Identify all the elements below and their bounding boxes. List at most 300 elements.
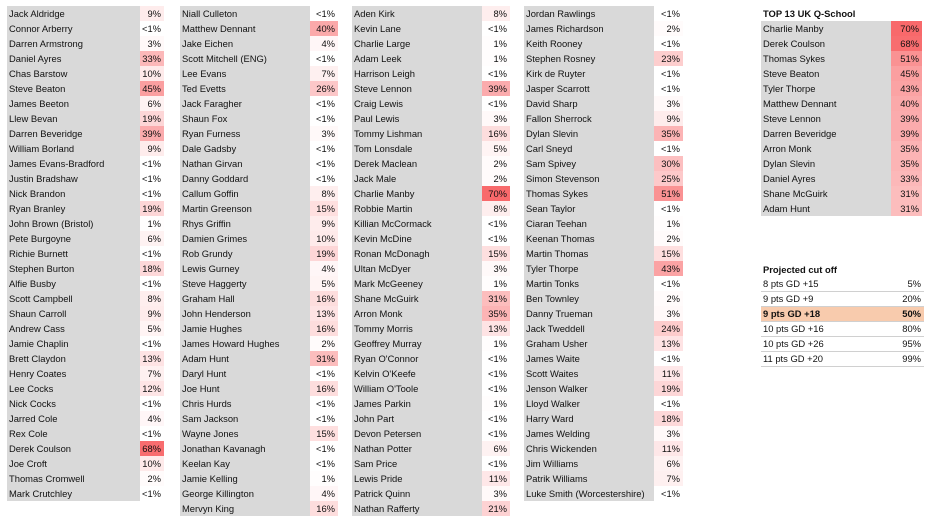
player-name: Mark McGeeney bbox=[352, 276, 482, 291]
player-name: Derek Coulson bbox=[7, 441, 140, 456]
player-name: Patrik Williams bbox=[524, 471, 654, 486]
table-row bbox=[524, 471, 683, 486]
table-row bbox=[180, 111, 338, 126]
table-row bbox=[524, 276, 683, 291]
cutoff-rows bbox=[761, 277, 924, 367]
probability-cell: 19% bbox=[140, 111, 164, 126]
player-name: James Waite bbox=[524, 351, 654, 366]
table-row bbox=[352, 321, 510, 336]
probability-cell: <1% bbox=[660, 278, 680, 289]
cutoff-row bbox=[761, 352, 924, 367]
table-row bbox=[352, 336, 510, 351]
table-row bbox=[524, 291, 683, 306]
player-name: Nathan Potter bbox=[352, 441, 482, 456]
player-name: Harry Ward bbox=[524, 411, 654, 426]
table-row bbox=[352, 141, 510, 156]
player-name: Stephen Burton bbox=[7, 261, 140, 276]
player-name: Ronan McDonagh bbox=[352, 246, 482, 261]
probability-cell: <1% bbox=[315, 398, 335, 409]
table-row bbox=[352, 36, 510, 51]
player-name: Joe Hunt bbox=[180, 381, 310, 396]
player-name: Chris Wickenden bbox=[524, 441, 654, 456]
player-name: Carl Sneyd bbox=[524, 141, 654, 156]
cutoff-probability: 95% bbox=[891, 337, 924, 352]
table-row bbox=[524, 96, 683, 111]
probability-cell: <1% bbox=[660, 203, 680, 214]
probability-cell: 16% bbox=[310, 291, 338, 306]
probability-cell: 2% bbox=[140, 471, 164, 486]
player-name: Scott Campbell bbox=[7, 291, 140, 306]
table-row bbox=[180, 186, 338, 201]
player-column-3 bbox=[352, 6, 510, 516]
probability-cell: 8% bbox=[482, 6, 510, 21]
probability-cell: <1% bbox=[487, 233, 507, 244]
player-name: Jonathan Kavanagh bbox=[180, 441, 310, 456]
probability-cell: 2% bbox=[310, 336, 338, 351]
probability-cell: 13% bbox=[140, 351, 164, 366]
player-name: Stephen Rosney bbox=[524, 51, 654, 66]
cutoff-row bbox=[761, 322, 924, 337]
top13-rows bbox=[761, 21, 922, 216]
table-row bbox=[7, 246, 164, 261]
player-name: Wayne Jones bbox=[180, 426, 310, 441]
probability-cell: 11% bbox=[654, 366, 683, 381]
probability-cell: <1% bbox=[315, 53, 335, 64]
player-name: Simon Stevenson bbox=[524, 171, 654, 186]
player-name: Keenan Thomas bbox=[524, 231, 654, 246]
table-row bbox=[180, 156, 338, 171]
table-row bbox=[352, 351, 510, 366]
player-name: Keith Rooney bbox=[524, 36, 654, 51]
probability-cell: 8% bbox=[140, 291, 164, 306]
player-name: Chris Hurds bbox=[180, 396, 310, 411]
player-name: Danny Goddard bbox=[180, 171, 310, 186]
probability-cell: 1% bbox=[482, 396, 510, 411]
probability-cell: <1% bbox=[315, 158, 335, 169]
player-name: Martin Thomas bbox=[524, 246, 654, 261]
probability-cell: 35% bbox=[891, 141, 922, 156]
probability-cell: 1% bbox=[482, 51, 510, 66]
probability-cell: 12% bbox=[140, 381, 164, 396]
player-name: Harrison Leigh bbox=[352, 66, 482, 81]
player-name: Craig Lewis bbox=[352, 96, 482, 111]
probability-cell: 9% bbox=[140, 306, 164, 321]
probability-cell: 11% bbox=[482, 471, 510, 486]
probability-cell: <1% bbox=[660, 143, 680, 154]
probability-cell: <1% bbox=[141, 338, 161, 349]
table-row bbox=[524, 381, 683, 396]
table-row bbox=[524, 246, 683, 261]
player-name: William O'Toole bbox=[352, 381, 482, 396]
player-name: Killian McCormack bbox=[352, 216, 482, 231]
probability-cell: 13% bbox=[482, 321, 510, 336]
probability-cell: 2% bbox=[654, 291, 683, 306]
probability-cell: 3% bbox=[482, 486, 510, 501]
player-column-4 bbox=[524, 6, 683, 501]
table-row bbox=[761, 201, 922, 216]
probability-cell: 51% bbox=[654, 186, 683, 201]
table-row bbox=[524, 21, 683, 36]
player-name: Ryan Furness bbox=[180, 126, 310, 141]
table-row bbox=[352, 201, 510, 216]
player-name: Shane McGuirk bbox=[352, 291, 482, 306]
player-name: Graham Hall bbox=[180, 291, 310, 306]
table-row bbox=[352, 6, 510, 21]
player-name: Aden Kirk bbox=[352, 6, 482, 21]
cutoff-row bbox=[761, 337, 924, 352]
player-name: James Parkin bbox=[352, 396, 482, 411]
cutoff-row bbox=[761, 292, 924, 307]
probability-cell: 9% bbox=[310, 216, 338, 231]
table-row bbox=[7, 471, 164, 486]
player-name: Jenson Walker bbox=[524, 381, 654, 396]
table-row bbox=[524, 486, 683, 501]
probability-cell: <1% bbox=[141, 248, 161, 259]
table-row bbox=[761, 156, 922, 171]
player-name: Lewis Gurney bbox=[180, 261, 310, 276]
probability-cell: 15% bbox=[482, 246, 510, 261]
table-row bbox=[352, 21, 510, 36]
table-row bbox=[7, 126, 164, 141]
player-name: Jack Tweddell bbox=[524, 321, 654, 336]
table-row bbox=[180, 6, 338, 21]
cutoff-row bbox=[761, 307, 924, 322]
player-name: Robbie Martin bbox=[352, 201, 482, 216]
player-name: Geoffrey Murray bbox=[352, 336, 482, 351]
player-column-1 bbox=[7, 6, 164, 501]
table-row bbox=[761, 96, 922, 111]
table-row bbox=[180, 51, 338, 66]
table-row bbox=[352, 216, 510, 231]
table-row bbox=[524, 336, 683, 351]
cutoff-label: 10 pts GD +16 bbox=[761, 322, 891, 337]
probability-cell: <1% bbox=[141, 428, 161, 439]
probability-cell: 1% bbox=[482, 276, 510, 291]
table-row bbox=[352, 396, 510, 411]
table-row bbox=[524, 51, 683, 66]
probability-cell: <1% bbox=[660, 488, 680, 499]
probability-cell: 30% bbox=[654, 156, 683, 171]
probability-cell: <1% bbox=[487, 413, 507, 424]
probability-cell: <1% bbox=[141, 23, 161, 34]
player-name: Graham Usher bbox=[524, 336, 654, 351]
probability-cell: 68% bbox=[891, 36, 922, 51]
table-row bbox=[180, 501, 338, 516]
probability-cell: <1% bbox=[660, 68, 680, 79]
table-row bbox=[352, 456, 510, 471]
probability-cell: 26% bbox=[310, 81, 338, 96]
probability-cell: 45% bbox=[891, 66, 922, 81]
player-name: Charlie Large bbox=[352, 36, 482, 51]
table-row bbox=[524, 441, 683, 456]
probability-cell: 39% bbox=[891, 111, 922, 126]
table-row bbox=[524, 396, 683, 411]
probability-cell: <1% bbox=[315, 8, 335, 19]
table-row bbox=[7, 456, 164, 471]
cutoff-table bbox=[761, 262, 924, 367]
player-name: Danny Trueman bbox=[524, 306, 654, 321]
probability-cell: 39% bbox=[140, 126, 164, 141]
player-name: Lloyd Walker bbox=[524, 396, 654, 411]
player-name: Daryl Hunt bbox=[180, 366, 310, 381]
table-row bbox=[352, 246, 510, 261]
player-name: Scott Mitchell (ENG) bbox=[180, 51, 310, 66]
probability-cell: <1% bbox=[487, 218, 507, 229]
probability-cell: 7% bbox=[654, 471, 683, 486]
table-row bbox=[180, 171, 338, 186]
probability-cell: 10% bbox=[140, 66, 164, 81]
probability-cell: 1% bbox=[482, 336, 510, 351]
probability-cell: 40% bbox=[310, 21, 338, 36]
table-row bbox=[524, 201, 683, 216]
player-name: Rob Grundy bbox=[180, 246, 310, 261]
table-row bbox=[352, 471, 510, 486]
probability-cell: 13% bbox=[310, 306, 338, 321]
player-name: Tyler Thorpe bbox=[761, 81, 891, 96]
probability-cell: 7% bbox=[140, 366, 164, 381]
table-row bbox=[7, 276, 164, 291]
table-row bbox=[7, 36, 164, 51]
table-row bbox=[180, 321, 338, 336]
table-row bbox=[524, 216, 683, 231]
player-name: Jamie Kelling bbox=[180, 471, 310, 486]
probability-cell: <1% bbox=[315, 113, 335, 124]
player-name: James Richardson bbox=[524, 21, 654, 36]
table-row bbox=[761, 81, 922, 96]
probability-cell: 6% bbox=[140, 96, 164, 111]
player-name: Darren Armstrong bbox=[7, 36, 140, 51]
probability-cell: 40% bbox=[891, 96, 922, 111]
probability-cell: 2% bbox=[482, 156, 510, 171]
table-row bbox=[524, 156, 683, 171]
table-row bbox=[180, 336, 338, 351]
player-name: Martin Greenson bbox=[180, 201, 310, 216]
probability-cell: 8% bbox=[482, 201, 510, 216]
table-row bbox=[180, 81, 338, 96]
table-row bbox=[180, 96, 338, 111]
probability-cell: 6% bbox=[140, 231, 164, 246]
player-name: Callum Goffin bbox=[180, 186, 310, 201]
cutoff-probability: 80% bbox=[891, 322, 924, 337]
player-name: Shaun Carroll bbox=[7, 306, 140, 321]
probability-cell: <1% bbox=[141, 278, 161, 289]
cutoff-probability: 20% bbox=[891, 292, 924, 307]
player-name: Adam Leek bbox=[352, 51, 482, 66]
table-row bbox=[180, 411, 338, 426]
table-row bbox=[180, 261, 338, 276]
table-row bbox=[352, 381, 510, 396]
top13-title: TOP 13 UK Q-School bbox=[763, 8, 856, 19]
probability-cell: 3% bbox=[482, 111, 510, 126]
player-name: Matthew Dennant bbox=[761, 96, 891, 111]
player-name: John Part bbox=[352, 411, 482, 426]
player-name: Nick Cocks bbox=[7, 396, 140, 411]
table-row bbox=[7, 81, 164, 96]
probability-cell: 10% bbox=[140, 456, 164, 471]
probability-cell: 21% bbox=[482, 501, 510, 516]
table-row bbox=[524, 186, 683, 201]
player-name: Jack Faragher bbox=[180, 96, 310, 111]
table-row bbox=[7, 291, 164, 306]
table-row bbox=[7, 21, 164, 36]
table-row bbox=[7, 426, 164, 441]
table-row bbox=[7, 486, 164, 501]
probability-cell: 11% bbox=[654, 441, 683, 456]
table-row bbox=[352, 171, 510, 186]
player-name: Ciaran Teehan bbox=[524, 216, 654, 231]
probability-cell: 1% bbox=[654, 216, 683, 231]
table-row bbox=[7, 186, 164, 201]
probability-cell: 4% bbox=[140, 411, 164, 426]
player-name: Keelan Kay bbox=[180, 456, 310, 471]
probability-cell: <1% bbox=[141, 488, 161, 499]
probability-cell: <1% bbox=[660, 38, 680, 49]
player-name: Fallon Sherrock bbox=[524, 111, 654, 126]
player-name: Sean Taylor bbox=[524, 201, 654, 216]
probability-cell: <1% bbox=[315, 173, 335, 184]
probability-cell: <1% bbox=[315, 458, 335, 469]
table-row bbox=[761, 36, 922, 51]
probability-cell: 3% bbox=[654, 426, 683, 441]
table-row bbox=[524, 426, 683, 441]
probability-cell: 13% bbox=[654, 336, 683, 351]
table-row bbox=[524, 351, 683, 366]
probability-cell: <1% bbox=[141, 188, 161, 199]
player-name: Luke Smith (Worcestershire) bbox=[524, 486, 654, 501]
table-row bbox=[352, 411, 510, 426]
table-row bbox=[180, 456, 338, 471]
player-name: Darren Beveridge bbox=[761, 126, 891, 141]
table-row bbox=[524, 81, 683, 96]
probability-cell: <1% bbox=[660, 353, 680, 364]
probability-cell: 3% bbox=[310, 126, 338, 141]
table-row bbox=[352, 486, 510, 501]
probability-cell: 5% bbox=[482, 141, 510, 156]
probability-cell: <1% bbox=[660, 8, 680, 19]
player-name: Darren Beveridge bbox=[7, 126, 140, 141]
player-name: Dylan Slevin bbox=[761, 156, 891, 171]
probability-cell: <1% bbox=[487, 353, 507, 364]
probability-cell: 4% bbox=[310, 486, 338, 501]
player-name: Thomas Cromwell bbox=[7, 471, 140, 486]
probability-cell: 31% bbox=[891, 186, 922, 201]
table-row bbox=[180, 216, 338, 231]
player-name: Sam Spivey bbox=[524, 156, 654, 171]
probability-cell: 16% bbox=[310, 501, 338, 516]
probability-cell: <1% bbox=[315, 413, 335, 424]
player-name: Steve Lennon bbox=[761, 111, 891, 126]
table-row bbox=[352, 126, 510, 141]
probability-cell: 3% bbox=[140, 36, 164, 51]
player-name: Steve Lennon bbox=[352, 81, 482, 96]
player-name: Paul Lewis bbox=[352, 111, 482, 126]
table-row bbox=[7, 366, 164, 381]
player-name: Devon Petersen bbox=[352, 426, 482, 441]
player-name: Ben Townley bbox=[524, 291, 654, 306]
probability-cell: <1% bbox=[141, 173, 161, 184]
player-name: Dylan Slevin bbox=[524, 126, 654, 141]
player-name: Ultan McDyer bbox=[352, 261, 482, 276]
probability-cell: 33% bbox=[140, 51, 164, 66]
table-row bbox=[7, 321, 164, 336]
probability-cell: 3% bbox=[482, 261, 510, 276]
player-name: Andrew Cass bbox=[7, 321, 140, 336]
probability-cell: 3% bbox=[654, 96, 683, 111]
probability-cell: <1% bbox=[141, 158, 161, 169]
probability-cell: 15% bbox=[654, 246, 683, 261]
player-name: Steve Beaton bbox=[7, 81, 140, 96]
player-name: Jasper Scarrott bbox=[524, 81, 654, 96]
table-row bbox=[352, 261, 510, 276]
table-row bbox=[180, 21, 338, 36]
table-row bbox=[180, 246, 338, 261]
probability-cell: 5% bbox=[310, 276, 338, 291]
probability-cell: 51% bbox=[891, 51, 922, 66]
table-row bbox=[180, 126, 338, 141]
player-name: Jamie Hughes bbox=[180, 321, 310, 336]
table-row bbox=[7, 306, 164, 321]
probability-cell: 6% bbox=[482, 441, 510, 456]
table-row bbox=[352, 51, 510, 66]
probability-cell: 24% bbox=[654, 321, 683, 336]
player-name: Jordan Rawlings bbox=[524, 6, 654, 21]
table-row bbox=[352, 291, 510, 306]
table-row bbox=[761, 66, 922, 81]
table-row bbox=[524, 141, 683, 156]
table-row bbox=[7, 351, 164, 366]
probability-cell: 39% bbox=[482, 81, 510, 96]
table-row bbox=[180, 276, 338, 291]
probability-cell: <1% bbox=[141, 398, 161, 409]
table-row bbox=[180, 441, 338, 456]
table-row bbox=[761, 171, 922, 186]
top13-table bbox=[761, 6, 922, 216]
player-name: James Welding bbox=[524, 426, 654, 441]
table-row bbox=[7, 216, 164, 231]
probability-cell: 4% bbox=[310, 36, 338, 51]
probability-cell: 7% bbox=[310, 66, 338, 81]
table-row bbox=[180, 141, 338, 156]
table-row bbox=[524, 231, 683, 246]
table-row bbox=[352, 441, 510, 456]
probability-cell: 1% bbox=[482, 36, 510, 51]
player-name: Scott Waites bbox=[524, 366, 654, 381]
table-row bbox=[524, 6, 683, 21]
table-row bbox=[524, 366, 683, 381]
player-name: Charlie Manby bbox=[352, 186, 482, 201]
probability-cell: 31% bbox=[310, 351, 338, 366]
probability-cell: 31% bbox=[891, 201, 922, 216]
player-name: Ryan O'Connor bbox=[352, 351, 482, 366]
probability-cell: 39% bbox=[891, 126, 922, 141]
table-row bbox=[761, 126, 922, 141]
probability-cell: 43% bbox=[891, 81, 922, 96]
player-name: James Howard Hughes bbox=[180, 336, 310, 351]
player-name: Jarred Cole bbox=[7, 411, 140, 426]
probability-cell: <1% bbox=[660, 83, 680, 94]
cutoff-row bbox=[761, 277, 924, 292]
table-row bbox=[524, 456, 683, 471]
table-row bbox=[7, 96, 164, 111]
table-row bbox=[524, 171, 683, 186]
player-name: Charlie Manby bbox=[761, 21, 891, 36]
player-name: Arron Monk bbox=[352, 306, 482, 321]
probability-cell: 8% bbox=[310, 186, 338, 201]
probability-cell: <1% bbox=[487, 23, 507, 34]
table-row bbox=[524, 411, 683, 426]
probability-cell: 35% bbox=[654, 126, 683, 141]
player-name: William Borland bbox=[7, 141, 140, 156]
